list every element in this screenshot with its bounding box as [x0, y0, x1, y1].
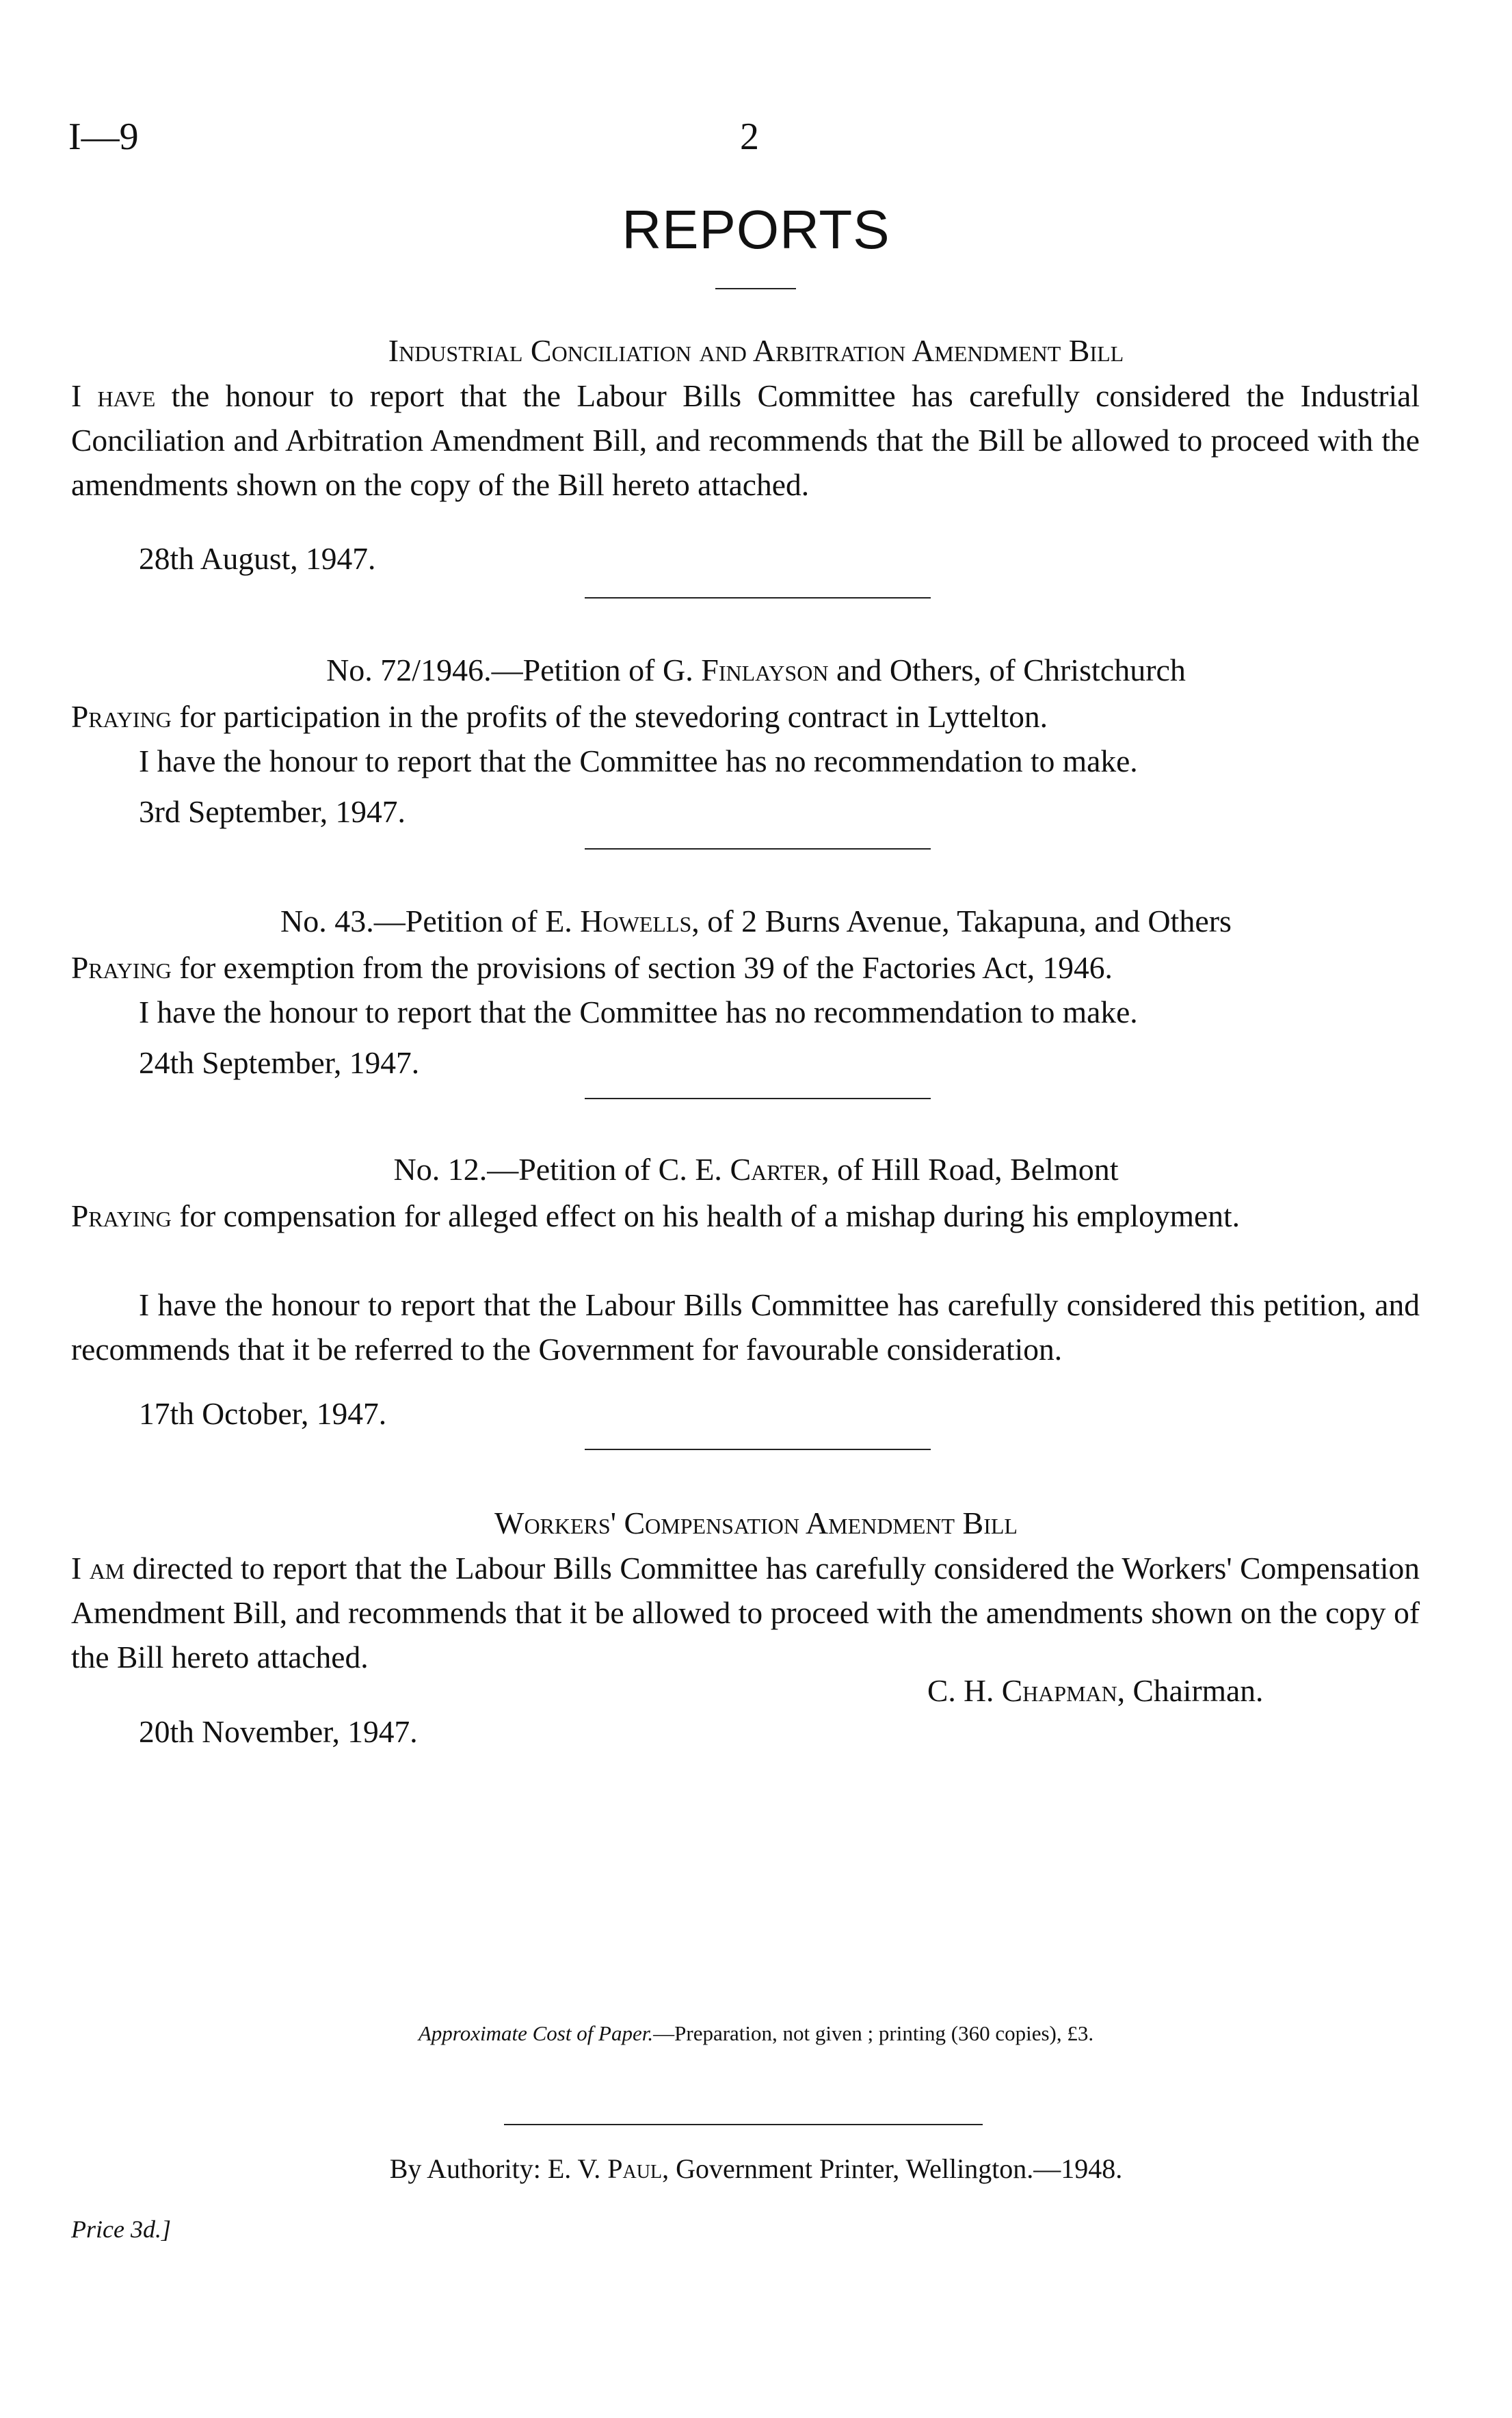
- page-id: I—9: [68, 116, 139, 158]
- section-4-lead: Praying: [71, 1198, 172, 1233]
- page-number: 2: [740, 116, 759, 158]
- section-1-date: 28th August, 1947.: [139, 541, 376, 576]
- section-2-text: [71, 694, 1420, 739]
- section-1-text: [71, 373, 1420, 507]
- section-5-date: 20th November, 1947.: [139, 1714, 418, 1749]
- section-divider: [585, 1098, 931, 1099]
- section-1-body: the honour to report that the Labour Bills Committee has carefully considered the Industrial Conciliation and Arbitration Amendment Bill, and recommends that the Bill be allowed to proceed with the amendments shown on the copy of the Bill hereto attached.: [71, 378, 1420, 502]
- section-1-heading: Industrial Conciliation and Arbitration Amendment Bill: [388, 333, 1124, 368]
- cost-of-paper: Approximate Cost of Paper.—Preparation, not given ; printing (360 copies), £3.: [418, 2021, 1094, 2045]
- section-2-body: for participation in the profits of the stevedoring contract in Lyttelton.: [171, 699, 1048, 734]
- section-3-heading: No. 43.—Petition of E. Howells, of 2 Burns Avenue, Takapuna, and Others: [280, 904, 1232, 938]
- section-5-heading: Workers' Compensation Amendment Bill: [494, 1506, 1018, 1540]
- section-2-date: 3rd September, 1947.: [139, 794, 406, 829]
- signature: C. H. Chapman, Chairman.: [927, 1673, 1264, 1708]
- section-5-lead: I am: [71, 1551, 125, 1586]
- section-3-date: 24th September, 1947.: [139, 1045, 420, 1080]
- section-4-heading: No. 12.—Petition of C. E. Carter, of Hill Road, Belmont: [393, 1152, 1119, 1187]
- section-4-text: [71, 1194, 1420, 1238]
- section-4-date: 17th October, 1947.: [139, 1396, 387, 1431]
- section-5-text: [71, 1546, 1420, 1679]
- footer-rule: [504, 2124, 983, 2125]
- title-rule: [715, 288, 796, 289]
- page-title: REPORTS: [622, 199, 890, 260]
- section-3-text: [71, 945, 1420, 990]
- section-divider: [585, 848, 931, 850]
- section-divider: [585, 1449, 931, 1450]
- section-3-report: I have the honour to report that the Committee has no recommendation to make.: [139, 995, 1138, 1029]
- section-4-report: I have the honour to report that the Labour Bills Committee has carefully considered this petition, and recommends that it be referred to the Government for favourable consideration.: [71, 1287, 1420, 1367]
- section-5-body: directed to report that the Labour Bills Committee has carefully considered the Workers' Compensation Amendment Bill, and recommends that it be allowed to proceed with the amendments shown on the copy of the Bill hereto attached.: [71, 1551, 1420, 1674]
- section-3-body: for exemption from the provisions of section 39 of the Factories Act, 1946.: [171, 950, 1113, 985]
- section-2-heading: No. 72/1946.—Petition of G. Finlayson and Others, of Christchurch: [326, 653, 1186, 687]
- section-divider: [585, 597, 931, 599]
- section-4-body: for compensation for alleged effect on his health of a mishap during his employment.: [171, 1198, 1240, 1233]
- section-3-lead: Praying: [71, 950, 172, 985]
- section-1-lead: I have: [71, 378, 156, 413]
- price: Price 3d.]: [71, 2216, 171, 2243]
- printer-authority: By Authority: E. V. Paul, Government Printer, Wellington.—1948.: [389, 2153, 1123, 2184]
- section-2-lead: Praying: [71, 699, 172, 734]
- section-2-report: I have the honour to report that the Committee has no recommendation to make.: [139, 744, 1138, 778]
